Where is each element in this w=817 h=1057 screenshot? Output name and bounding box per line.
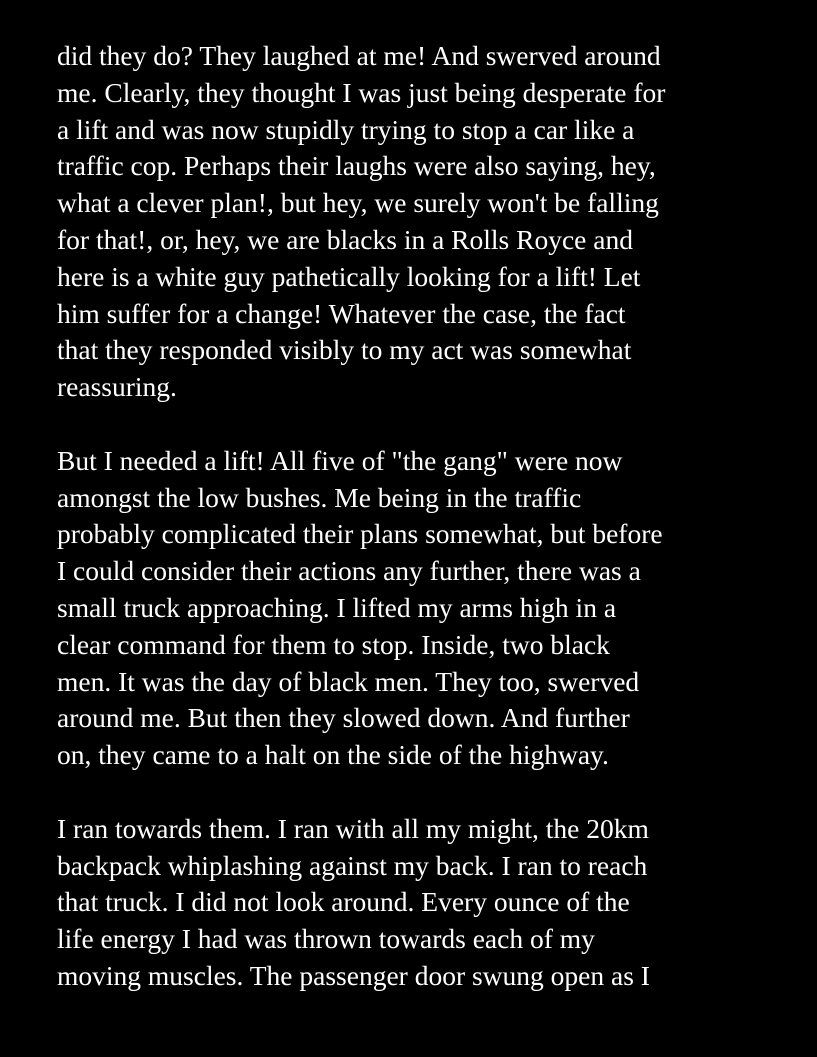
text-line: small truck approaching. I lifted my arms high in a: [57, 591, 617, 623]
text-line: moving muscles. The passenger door swung open as I: [57, 959, 650, 991]
text-line: men. It was the day of black men. They too, swerved: [57, 665, 640, 697]
document-body: [57, 38, 797, 1032]
text-line: backpack whiplashing against my back. I ran to reach: [57, 849, 648, 881]
paragraph-2: [57, 443, 797, 774]
text-line: did they do? They laughed at me! And swerved around: [57, 40, 661, 71]
text-line: a lift and was now stupidly trying to stop a car like a: [57, 113, 635, 145]
text-line: I ran towards them. I ran with all my might, the 20km: [57, 812, 649, 844]
text-line: amongst the low bushes. Me being in the traffic: [57, 481, 582, 513]
text-line: probably complicated their plans somewhat, but before: [57, 518, 663, 550]
paragraph-1: [57, 38, 797, 406]
text-line: what a clever plan!, but hey, we surely won't be falling: [57, 187, 659, 219]
paragraph-3: [57, 811, 797, 995]
text-line: on, they came to a halt on the side of the highway.: [57, 739, 609, 771]
text-line: life energy I had was thrown towards each of my: [57, 923, 595, 955]
text-line: around me. But then they slowed down. And further: [57, 702, 630, 734]
text-line: here is a white guy pathetically looking for a lift! Let: [57, 260, 641, 292]
text-line: clear command for them to stop. Inside, two black: [57, 628, 610, 660]
text-line: that they responded visibly to my act was somewhat: [57, 334, 632, 366]
text-line: traffic cop. Perhaps their laughs were also saying, hey,: [57, 150, 656, 182]
text-line: that truck. I did not look around. Every ounce of the: [57, 886, 630, 918]
text-line: for that!, or, hey, we are blacks in a Rolls Royce and: [57, 223, 633, 255]
text-line: But I needed a lift! All five of "the gang" were now: [57, 444, 623, 476]
text-line: I could consider their actions any further, there was a: [57, 555, 641, 587]
text-line: reassuring.: [57, 371, 177, 403]
text-line: him suffer for a change! Whatever the case, the fact: [57, 297, 626, 329]
text-line: me. Clearly, they thought I was just being desperate for: [57, 76, 666, 108]
